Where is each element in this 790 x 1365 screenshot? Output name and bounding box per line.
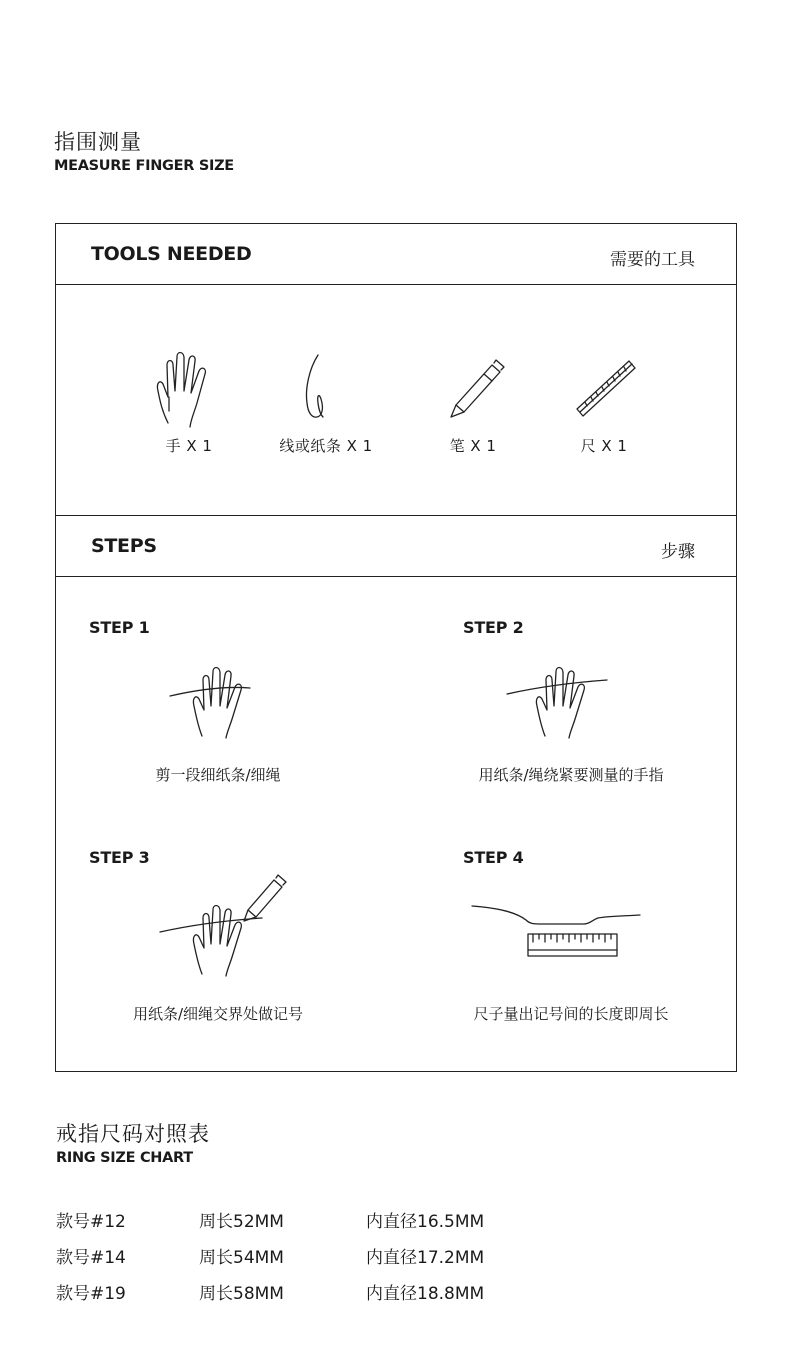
steps-header-cn: 步骤 (661, 542, 695, 562)
hand-icon (154, 351, 224, 431)
measure-title-en: MEASURE FINGER SIZE (54, 158, 234, 174)
table-row (56, 1207, 556, 1231)
tool-string (256, 351, 396, 456)
row-circumference: 周长58MM (199, 1284, 284, 1304)
tool-hand (119, 351, 259, 456)
hand-string-icon (166, 654, 266, 740)
tool-hand-label: 手 X 1 (165, 437, 213, 455)
tools-header (56, 224, 736, 285)
step-2-title: STEP 2 (463, 618, 524, 637)
row-circumference: 周长52MM (199, 1212, 284, 1232)
row-model: 款号#19 (56, 1284, 126, 1304)
tool-string-label: 线或纸条 X 1 (279, 437, 373, 455)
table-row (56, 1279, 556, 1303)
step-1-desc: 剪一段细纸条/细绳 (155, 766, 281, 784)
tool-ruler-label: 尺 X 1 (580, 437, 628, 455)
steps-header-en: STEPS (91, 535, 157, 557)
step-3-title: STEP 3 (89, 848, 150, 867)
ruler-measure-icon (468, 898, 648, 964)
tool-pen-label: 笔 X 1 (449, 437, 497, 455)
step-4-desc: 尺子量出记号间的长度即周长 (473, 1005, 669, 1023)
measure-title-cn: 指围测量 (54, 130, 142, 154)
table-row (56, 1243, 556, 1267)
row-circumference: 周长54MM (199, 1248, 284, 1268)
row-diameter: 内直径16.5MM (366, 1212, 485, 1232)
tool-pen (403, 351, 543, 456)
measure-guide-box (55, 223, 737, 1072)
chart-title-en: RING SIZE CHART (56, 1150, 193, 1166)
row-model: 款号#14 (56, 1248, 126, 1268)
steps-header (56, 515, 736, 577)
step-4-title: STEP 4 (463, 848, 524, 867)
step-3-desc: 用纸条/细绳交界处做记号 (132, 1005, 304, 1023)
row-diameter: 内直径17.2MM (366, 1248, 485, 1268)
tools-header-cn: 需要的工具 (610, 250, 695, 270)
row-model: 款号#12 (56, 1212, 126, 1232)
chart-title-cn: 戒指尺码对照表 (56, 1122, 210, 1146)
tool-ruler (534, 351, 674, 456)
hand-mark-icon (156, 866, 291, 978)
ruler-icon (569, 351, 639, 431)
tools-header-en: TOOLS NEEDED (91, 243, 252, 265)
string-icon (291, 351, 361, 431)
pen-icon (438, 351, 508, 431)
step-2-desc: 用纸条/绳绕紧要测量的手指 (478, 766, 664, 784)
step-1-title: STEP 1 (89, 618, 150, 637)
hand-wrapped-icon (503, 654, 613, 740)
row-diameter: 内直径18.8MM (366, 1284, 485, 1304)
